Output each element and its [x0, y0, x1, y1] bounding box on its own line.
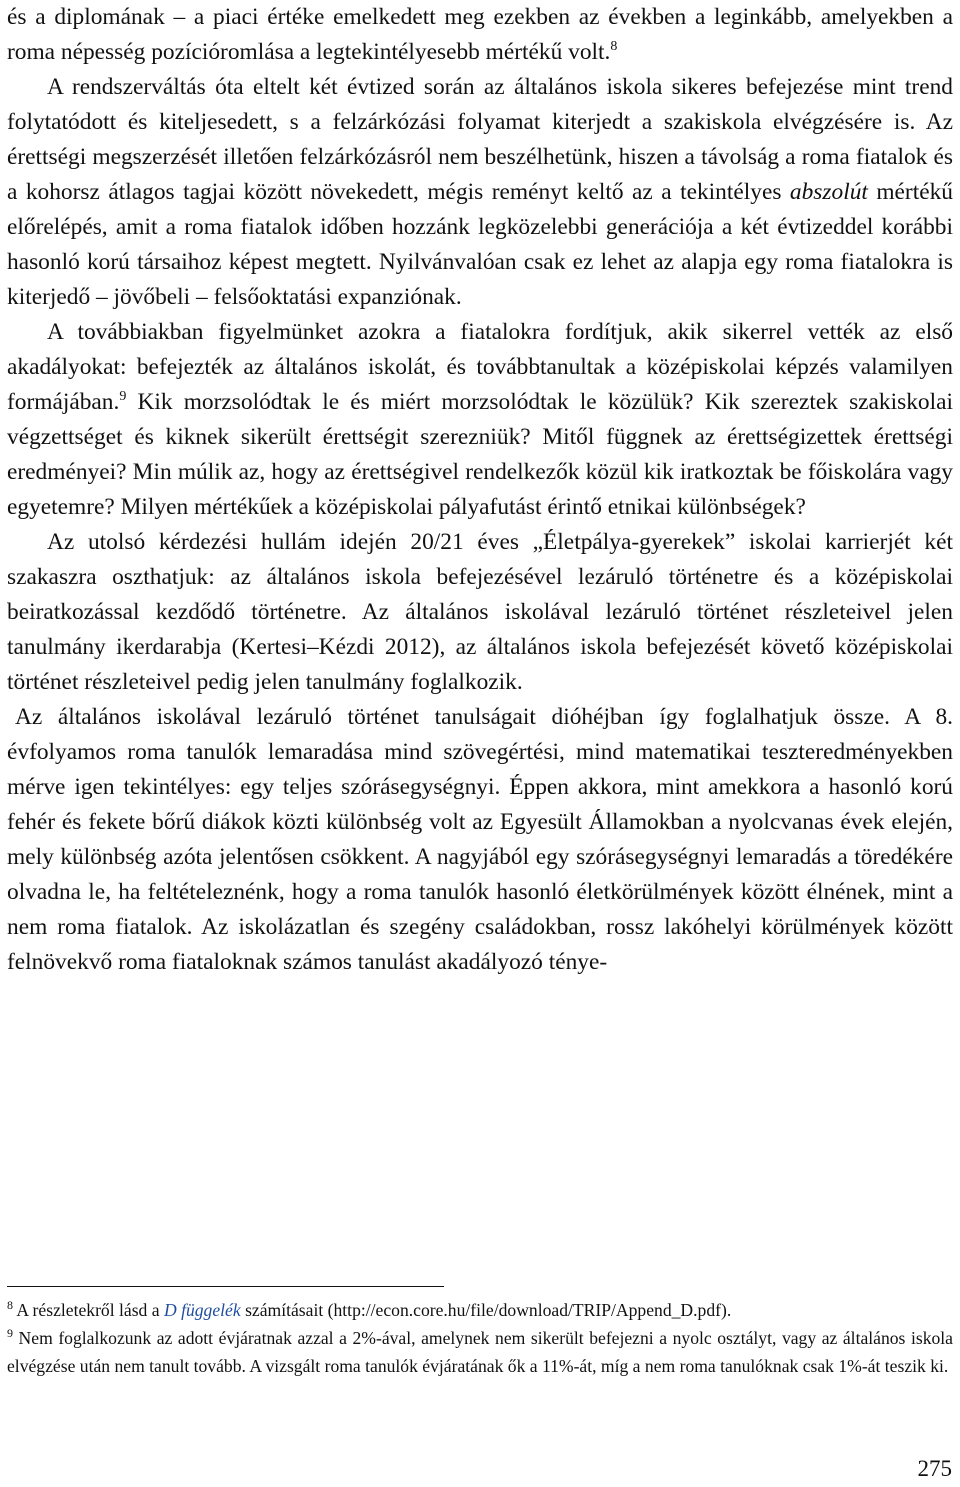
footnote-9: $^9$ Nem foglalkozunk az adott évjáratnak azzal a 2%-ával, amelynek nem sikerült befejezni a nyolc osztályt, vagy az általános iskola elvégzése után nem tanult tovább. A vizsgált roma tanulók évjáratának ők a 11%-át, míg a nem roma tanulóknak csak 1%-át teszik ki.: [7, 1326, 953, 1376]
footnote-8: $^8$ A részletekről lásd a D függelék számításait (http://econ.core.hu/file/download/TRIP/Append_D.pdf).: [7, 1298, 732, 1320]
footnote-divider: [7, 1286, 444, 1287]
paragraph-2: A rendszerváltás óta eltelt két évtized során az általános iskola sikeres befejezése mint trend folytatódott és kiteljesedett, s a felzárkózási folyamat kiterjedt a szakiskola elvégzésére is. Az érettségi megszerzését illetően felzárkózásról nem beszélhetünk, hiszen a távolság a roma fiatalok és a kohorsz átlagos tagjai között növekedett, mégis reményt keltő az a tekintélyes abszolút mértékű előrelépés, amit a roma fiatalok időben hozzánk legközelebbi generációja a két évtizeddel korábbi hasonló korú társaihoz képest megtett. Nyilvánvalóan csak ez lehet az alapja egy roma fiatalokra is kiterjedő – jövőbeli – felsőoktatási expanziónak.: [7, 74, 953, 310]
paragraph-4: Az utolsó kérdezési hullám idején 20/21 éves „Életpálya-gyerekek” iskolai karrierjét két szakaszra oszthatjuk: az általános iskola befejezésével lezáruló történetre és a középiskolai beiratkozással kezdődő történetre. Az általános iskolával lezáruló történet részleteivel jelen tanulmány ikerdarabja (Kertesi–Kézdi 2012), az általános iskola befejezését követő középiskolai történet részleteivel pedig jelen tanulmány foglalkozik.: [7, 529, 953, 695]
paragraph-5: Az általános iskolával lezáruló történet tanulságait dióhéjban így foglalhatjuk össze. A 8. évfolyamos roma tanulók lemaradása mind szövegértési, mind matematikai teszteredményekben mérve igen tekintélyes: egy teljes szórásegységnyi. Éppen akkora, mint amekkora a hasonló korú fehér és fekete bőrű diákok közti különbség volt az Egyesült Államokban a nyolcvanas évek elején, mely különbség azóta jelentősen csökkent. A nagyjából egy szórásegységnyi lemaradás a töredékére olvadna le, ha feltételeznénk, hogy a roma tanulók hasonló életkörülmények között élnének, mint a nem roma fiatalok. Az iskolázatlan és szegény családokban, rossz lakóhelyi körülmények között felnövekvő roma fiataloknak számos tanulást akadályozó ténye-: [7, 704, 953, 975]
emphasis-abszolut: abszolút: [789, 179, 868, 205]
paragraph-1: és a diplomának – a piaci értéke emelkedett meg ezekben az években a leginkább, amelyekben a roma népesség pozícióromlása a legtekintélyesebb mértékű volt.$^8$: [7, 4, 953, 65]
page-number: 275: [917, 1456, 952, 1481]
appendix-d-link[interactable]: D függelék: [163, 1300, 241, 1320]
body-text: [7, 0, 953, 980]
paragraph-3: A továbbiakban figyelmünket azokra a fiatalokra fordítjuk, akik sikerrel vették az első akadályokat: befejezték az általános iskolát, és továbbtanultak a középiskolai képzés valamilyen formájában.$^9$ Kik morzsolódtak le és miért morzsolódtak le közülük? Kik szereztek szakiskolai végzettséget és kiknek sikerült érettségit szerezniük? Mitől függnek az érettségizettek érettségi eredményei? Min múlik az, hogy az érettségivel rendelkezők közül kik iratkoztak be főiskolára vagy egyetemre? Milyen mértékűek a középiskolai pályafutást érintő etnikai különbségek?: [7, 319, 953, 520]
footnote-ref-8[interactable]: 8: [610, 39, 618, 54]
footnotes: [7, 1296, 953, 1380]
footnote-ref-9[interactable]: 9: [119, 389, 127, 404]
